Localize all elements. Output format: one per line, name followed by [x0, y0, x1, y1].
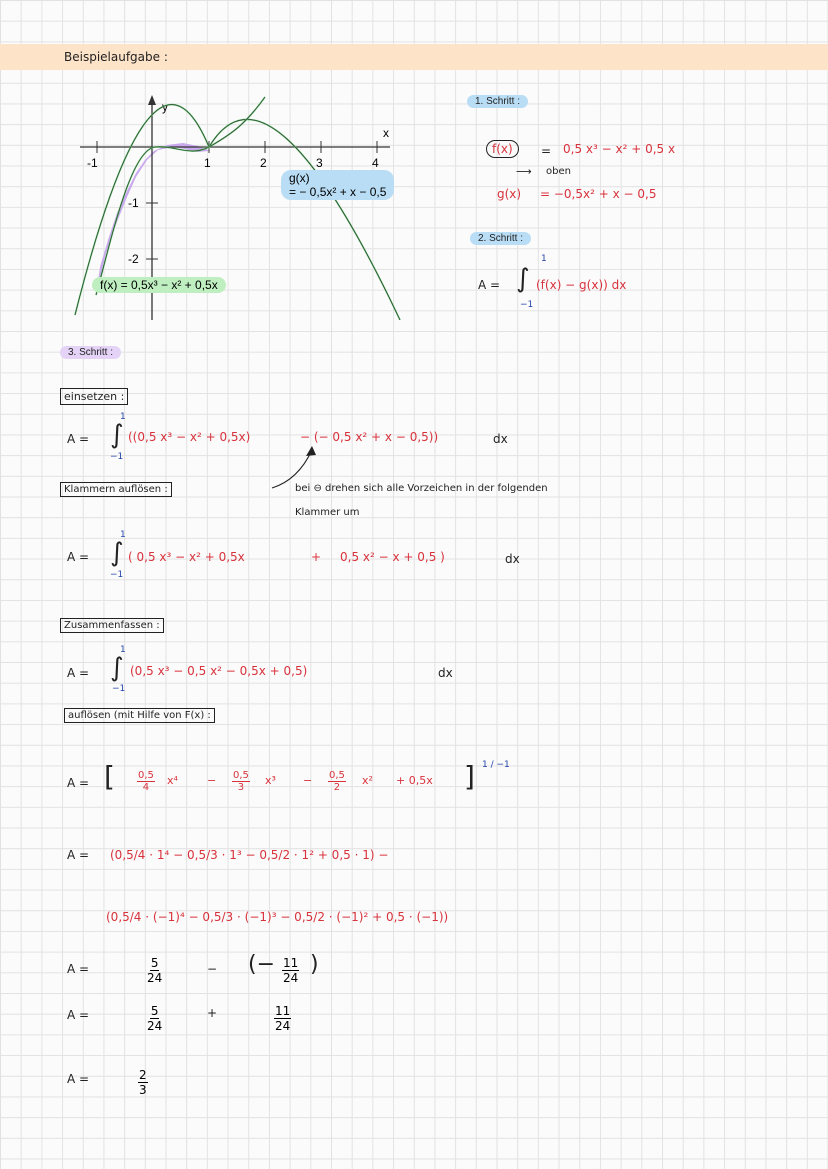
close-bracket: ] [464, 760, 475, 793]
step1-label: 1. Schritt : [467, 95, 528, 108]
r2b-frac: $\frac{11}{24}$ [275, 1004, 291, 1033]
r3-frac: $\frac{2}{3}$ [139, 1068, 147, 1097]
int2-part2: 0,5 x² − x + 0,5 ) [340, 550, 445, 564]
step2-lower: −1 [520, 300, 534, 310]
int1-upper: 1 [120, 412, 126, 422]
step1-f-equals: = [541, 144, 552, 158]
int1-integral-sign: ∫ [110, 420, 124, 450]
int2-part1: ( 0,5 x³ − x² + 0,5x [128, 550, 245, 564]
bracket-A: A = [67, 776, 90, 790]
g-equation-chip [281, 170, 394, 200]
r1-op: − [207, 962, 218, 976]
r3-A: A = [67, 1072, 90, 1086]
r1-A: A = [67, 962, 90, 976]
step1-g-name: g(x) [497, 187, 522, 201]
r2-A: A = [67, 1008, 90, 1022]
step1-f-name: f(x) [486, 140, 519, 158]
int3-A: A = [67, 666, 90, 680]
step1-f-rhs: 0,5 x³ − x² + 0,5 x [563, 142, 676, 156]
int1-A: A = [67, 432, 90, 446]
int1-part2: − (− 0,5 x² + x − 0,5)) [300, 430, 439, 444]
b-limits: 1 / −1 [482, 760, 510, 770]
int2-integral-sign: ∫ [110, 538, 124, 568]
int3-integrand: (0,5 x³ − 0,5 x² − 0,5x + 0,5) [130, 664, 308, 678]
step1-g-rhs: = −0,5x² + x − 0,5 [540, 187, 657, 201]
eval-line-1: (0,5/4 · 1⁴ − 0,5/3 · 1³ − 0,5/2 · 1² + 0,5 · 1) − [110, 848, 389, 862]
y-tick--2: -2 [128, 252, 139, 266]
x-tick-3: 3 [316, 156, 323, 170]
int2-plus: + [311, 550, 322, 564]
y-arrow [148, 95, 156, 105]
x-tick-2: 2 [260, 156, 267, 170]
oben-label: oben [546, 166, 571, 177]
shaded-area [97, 143, 210, 289]
y-tick--1: -1 [128, 196, 139, 210]
int2-dx: dx [505, 552, 520, 566]
int2-upper: 1 [120, 530, 126, 540]
int2-lower: −1 [110, 570, 124, 580]
oben-arrow: ⟶ [516, 165, 532, 178]
r1-paren-close: ) [310, 952, 319, 977]
r1-frac: $\frac{5}{24}$ [147, 956, 163, 985]
hint-note-line1: bei ⊖ drehen sich alle Vorzeichen in der folgenden [295, 483, 548, 494]
int3-upper: 1 [120, 645, 126, 655]
x-tick-1: 1 [204, 156, 211, 170]
hint-note-line2: Klammer um [295, 507, 360, 518]
x-tick-4: 4 [372, 156, 379, 170]
step2-A: A = [478, 278, 501, 292]
int1-part1: ((0,5 x³ − x² + 0,5x) [128, 430, 251, 444]
aufloesen-label: auflösen (mit Hilfe von F(x) : [64, 708, 215, 723]
eval-A: A = [67, 848, 90, 862]
g-equation: = − 0,5x² + x − 0,5 [289, 185, 387, 199]
b-t1-frac: $\frac{0,5}{4}$ [138, 770, 154, 793]
eval-line-2: (0,5/4 · (−1)⁴ − 0,5/3 · (−1)³ − 0,5/2 · (−1)² + 0,5 · (−1)) [106, 910, 449, 924]
f-equation-chip: f(x) = 0,5x³ − x² + 0,5x [92, 277, 226, 293]
g-name: g(x) [289, 171, 310, 185]
step2-integral-sign: ∫ [516, 264, 530, 294]
int1-lower: −1 [110, 452, 124, 462]
b-t4: + 0,5x [396, 774, 433, 787]
b-t2-var: x³ [265, 774, 276, 787]
step3-label: 3. Schritt : [60, 346, 121, 359]
b-t3-var: x² [362, 774, 373, 787]
y-axis-label: y [162, 100, 168, 114]
b-t2-frac: $\frac{0,5}{3}$ [233, 770, 249, 793]
b-t1-var: x⁴ [167, 774, 178, 787]
r2-frac: $\frac{5}{24}$ [147, 1004, 163, 1033]
page-title: Beispielaufgabe : [64, 50, 168, 64]
r1-paren-open: (− [248, 952, 276, 977]
b-t3-frac: $\frac{0,5}{2}$ [329, 770, 345, 793]
x-axis-label: x [383, 126, 389, 140]
r1b-frac: $\frac{11}{24}$ [283, 956, 299, 985]
int3-lower: −1 [112, 684, 126, 694]
int2-A: A = [67, 550, 90, 564]
zusammenfassen-label: Zusammenfassen : [60, 618, 164, 633]
einsetzen-label: einsetzen : [60, 388, 128, 405]
klammern-label: Klammern auflösen : [60, 482, 172, 497]
int3-integral-sign: ∫ [110, 653, 124, 683]
int3-dx: dx [438, 666, 453, 680]
step2-integrand: (f(x) − g(x)) dx [536, 278, 627, 292]
step2-label: 2. Schritt : [470, 232, 531, 245]
step2-upper: 1 [541, 254, 547, 264]
int1-dx: dx [493, 432, 508, 446]
x-tick--1: -1 [87, 156, 98, 170]
r2-op: + [207, 1006, 218, 1020]
f-curve [96, 97, 265, 295]
open-bracket: [ [104, 760, 115, 793]
